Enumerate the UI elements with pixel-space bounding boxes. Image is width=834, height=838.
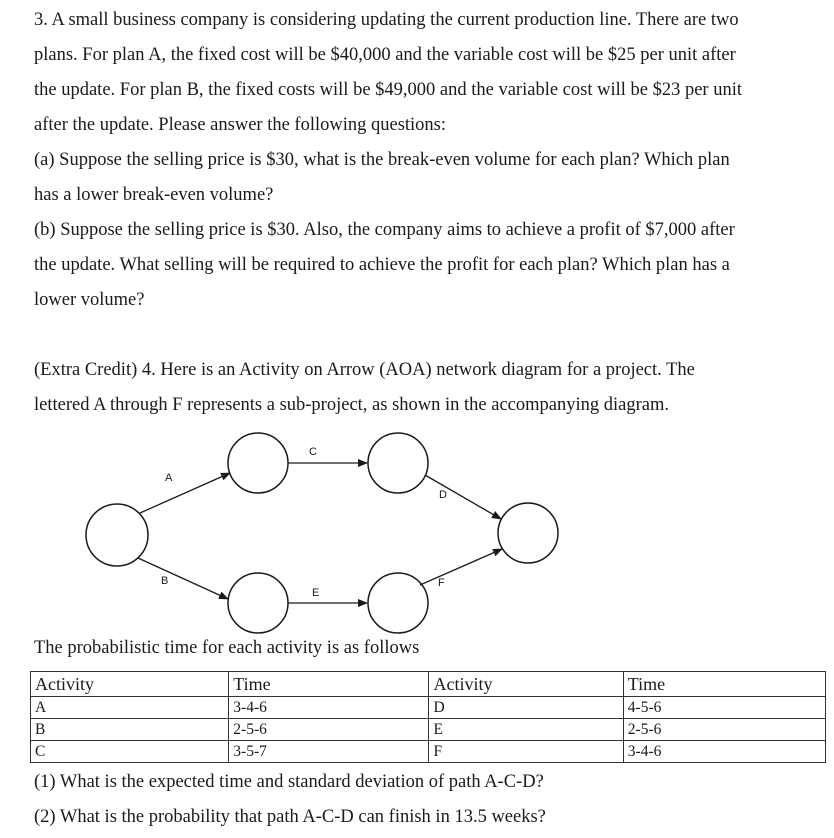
table-header-row (31, 672, 826, 697)
cell-time: 4-5-6 (623, 697, 825, 719)
table-row (31, 719, 826, 741)
cell-time: 3-5-7 (229, 741, 429, 763)
arrow-activity-a (140, 473, 230, 513)
problem-3-line: (a) Suppose the selling price is $30, what is the break-even volume for each plan? Which plan (34, 150, 730, 170)
activity-time-table (30, 671, 826, 763)
cell-activity: D (429, 697, 623, 719)
cell-time: 3-4-6 (229, 697, 429, 719)
cell-activity: F (429, 741, 623, 763)
question-1: (1) What is the expected time and standard deviation of path A-C-D? (34, 772, 544, 792)
problem-4-line: lettered A through F represents a sub-project, as shown in the accompanying diagram. (34, 395, 669, 415)
header-time: Time (229, 672, 429, 697)
header-activity: Activity (31, 672, 229, 697)
label-activity-e: E (312, 587, 320, 599)
arrow-activity-f (420, 549, 502, 585)
question-2: (2) What is the probability that path A-C-D can finish in 13.5 weeks? (34, 807, 546, 827)
table-row (31, 697, 826, 719)
label-activity-f: F (438, 577, 445, 589)
label-activity-b: B (161, 575, 169, 587)
problem-4-line: (Extra Credit) 4. Here is an Activity on Arrow (AOA) network diagram for a project. The (34, 360, 695, 380)
arrow-activity-b (138, 558, 228, 599)
table-row (31, 741, 826, 763)
header-time: Time (623, 672, 825, 697)
problem-3-line: the update. What selling will be required to achieve the profit for each plan? Which plan has a (34, 255, 730, 275)
cell-time: 2-5-6 (229, 719, 429, 741)
cell-activity: B (31, 719, 229, 741)
node-lower-right (368, 573, 428, 633)
cell-time: 3-4-6 (623, 741, 825, 763)
cell-activity: A (31, 697, 229, 719)
node-start (86, 504, 148, 566)
problem-3-line: 3. A small business company is considering updating the current production line. There are two (34, 10, 739, 30)
cell-time: 2-5-6 (623, 719, 825, 741)
node-upper-right (368, 433, 428, 493)
problem-3-line: lower volume? (34, 290, 145, 310)
problem-3-line: plans. For plan A, the fixed cost will be $40,000 and the variable cost will be $25 per unit after (34, 45, 736, 65)
node-lower-left (228, 573, 288, 633)
problem-3-line: the update. For plan B, the fixed costs will be $49,000 and the variable cost will be $23 per unit (34, 80, 742, 100)
cell-activity: E (429, 719, 623, 741)
table-intro: The probabilistic time for each activity is as follows (34, 638, 420, 658)
label-activity-a: A (165, 472, 173, 484)
header-activity: Activity (429, 672, 623, 697)
cell-activity: C (31, 741, 229, 763)
problem-3-line: (b) Suppose the selling price is $30. Also, the company aims to achieve a profit of $7,000 after (34, 220, 735, 240)
arrow-activity-d (425, 475, 501, 519)
node-end (498, 503, 558, 563)
label-activity-d: D (439, 489, 447, 501)
node-upper-left (228, 433, 288, 493)
problem-3-line: after the update. Please answer the following questions: (34, 115, 447, 135)
label-activity-c: C (309, 446, 317, 458)
problem-3-line: has a lower break-even volume? (34, 185, 274, 205)
